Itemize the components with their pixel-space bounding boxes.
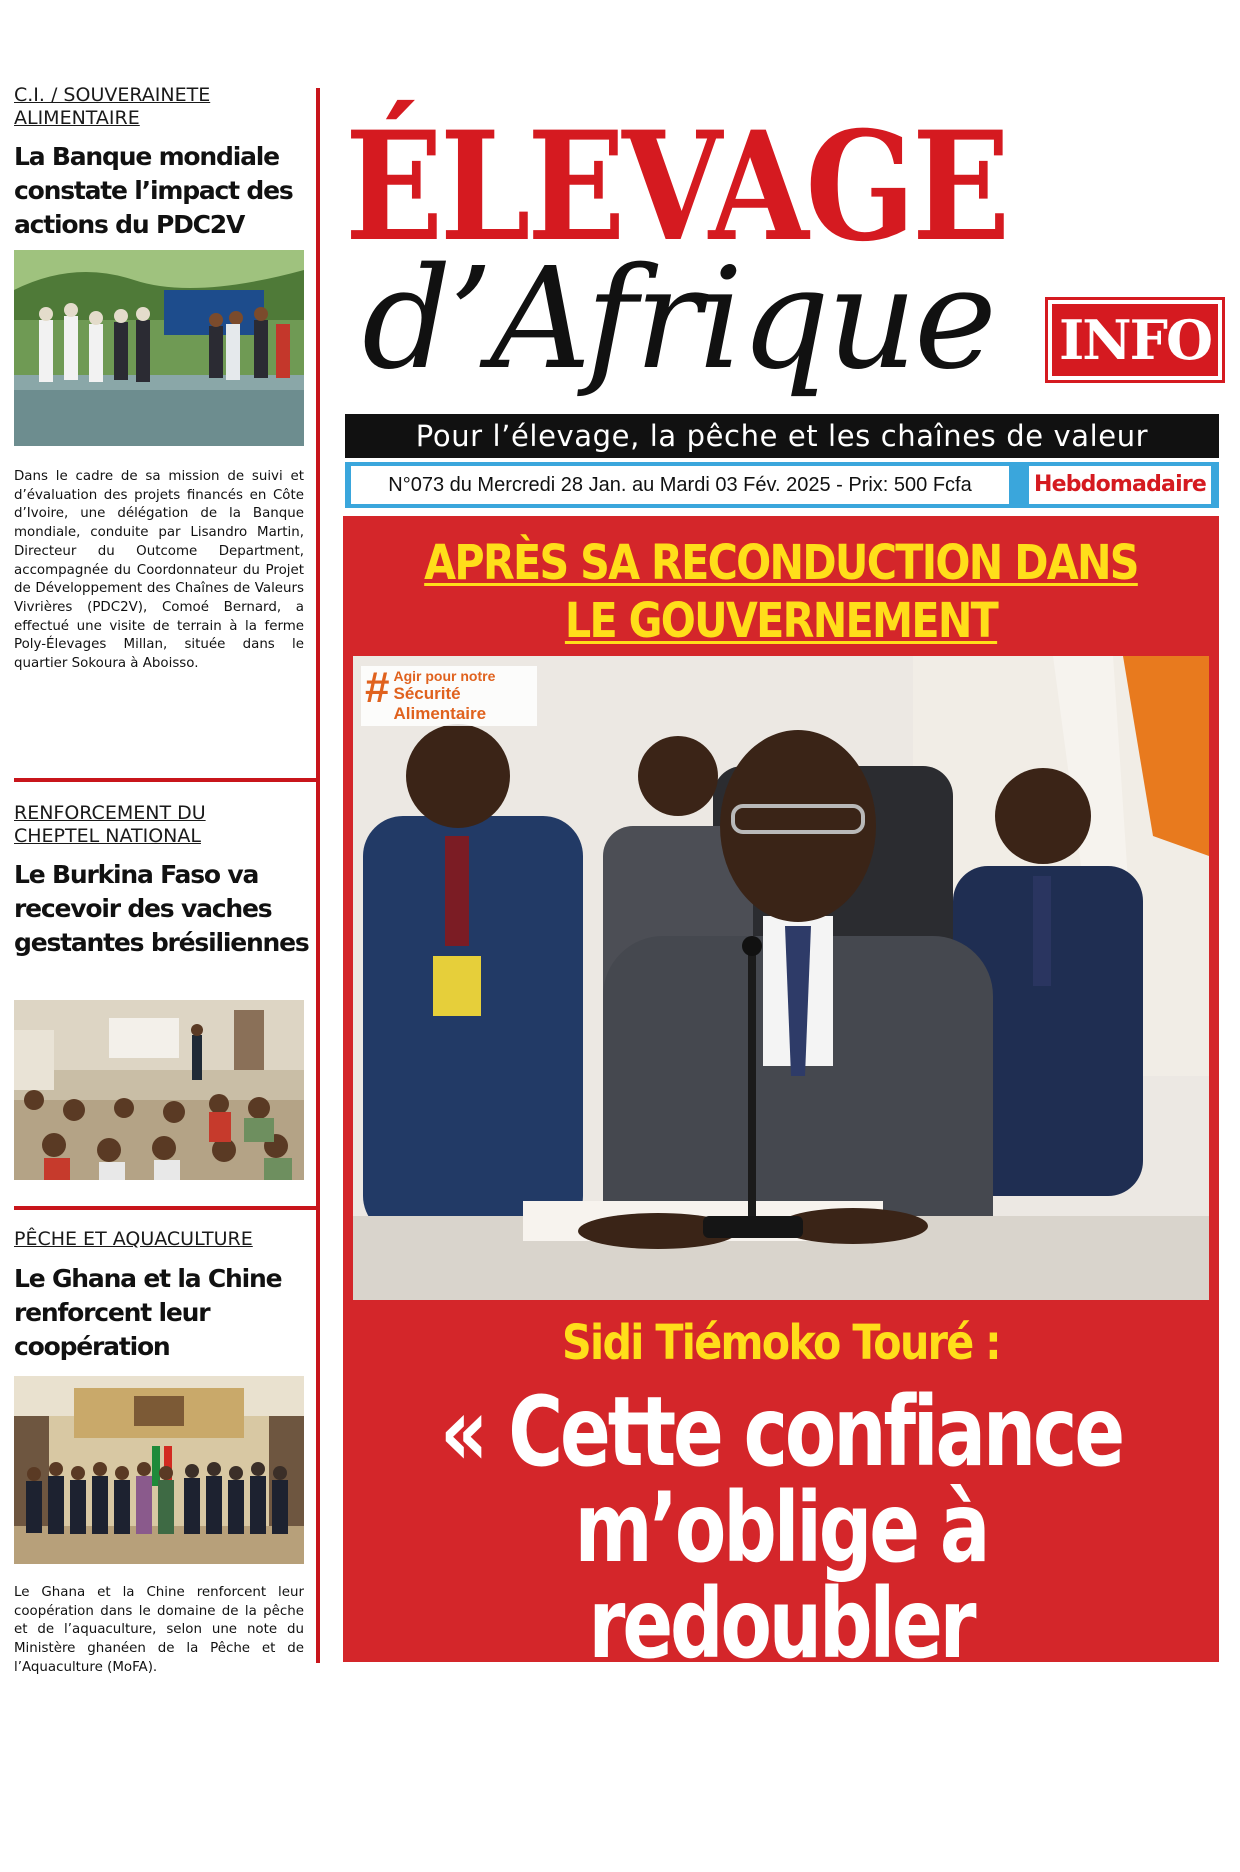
hashtag-icon: # xyxy=(365,663,390,712)
section-separator xyxy=(14,778,316,782)
article-2-kicker: RENFORCEMENT DU CHEPTEL NATIONAL xyxy=(14,802,206,847)
masthead-info-badge: INFO xyxy=(1048,300,1222,380)
article-2-photo[interactable] xyxy=(14,1000,304,1180)
front-speaker: Sidi Tiémoko Touré : xyxy=(562,1315,1000,1371)
article-3-photo[interactable] xyxy=(14,1376,304,1564)
article-3-headline[interactable]: Le Ghana et la Chine renforcent leur coopération xyxy=(14,1264,282,1361)
article-3-kicker: PÊCHE ET AQUACULTURE xyxy=(14,1228,253,1250)
front-photo[interactable] xyxy=(353,656,1209,1300)
front-quote[interactable] xyxy=(439,1376,1122,1872)
issue-info: N°073 du Mercredi 28 Jan. au Mardi 03 Fév. 2025 - Prix: 500 Fcfa xyxy=(351,466,1009,504)
front-quote-line-3: d’engagement... » xyxy=(455,1664,1107,1872)
masthead-subtitle: d’Afrique xyxy=(362,238,994,401)
article-1-kicker: C.I. / SOUVERAINETE ALIMENTAIRE xyxy=(14,84,211,129)
masthead-tagline: Pour l’élevage, la pêche et les chaînes de valeur xyxy=(345,414,1219,458)
front-kicker-line-2: LE GOUVERNEMENT xyxy=(564,593,998,649)
photo-overlay-line-1: Agir pour notre xyxy=(393,668,496,684)
front-quote-line-1: « Cette confiance xyxy=(440,1376,1122,1488)
section-separator xyxy=(14,1206,316,1210)
front-quote-line-2: m’oblige à redoubler xyxy=(574,1472,988,1680)
front-story xyxy=(343,516,1219,1872)
column-divider xyxy=(316,88,320,1663)
article-1-headline[interactable]: La Banque mondiale constate l’impact des actions du PDC2V xyxy=(14,142,293,239)
masthead-title: ÉLEVAGE xyxy=(345,99,1007,275)
article-1-body: Dans le cadre de sa mission de suivi et d’évaluation des projets financés en Côte d’Ivoire, une délégation de la Banque mondiale, conduite par Lisandro Martin, Directeur du Outcome Department, accompagnée du Coordonnateur du Projet de Développement des Chaînes de Valeurs Vivrières (PDC2V), Comoé Bernard, a effectué une visite de terrain à la ferme Poly-Élevages Millan, située dans le quartier Sokoura à Aboisso. xyxy=(14,469,304,672)
photo-hashtag-overlay xyxy=(361,663,537,726)
front-kicker-line-1: APRÈS SA RECONDUCTION DANS xyxy=(424,535,1138,591)
issue-bar xyxy=(345,462,1219,508)
article-2-headline[interactable]: Le Burkina Faso va recevoir des vaches gestantes brésiliennes xyxy=(14,860,309,957)
front-kicker xyxy=(404,534,1157,650)
article-3-body: Le Ghana et la Chine renforcent leur coopération dans le domaine de la pêche et de l’aquaculture, selon une note du Ministère ghanéen de la Pêche et de l’Aquaculture (MoFA). xyxy=(14,1585,304,1675)
article-1-photo[interactable] xyxy=(14,250,304,446)
photo-overlay-line-2: Sécurité Alimentaire xyxy=(393,684,487,723)
frequency-label: Hebdomadaire xyxy=(1029,466,1211,504)
